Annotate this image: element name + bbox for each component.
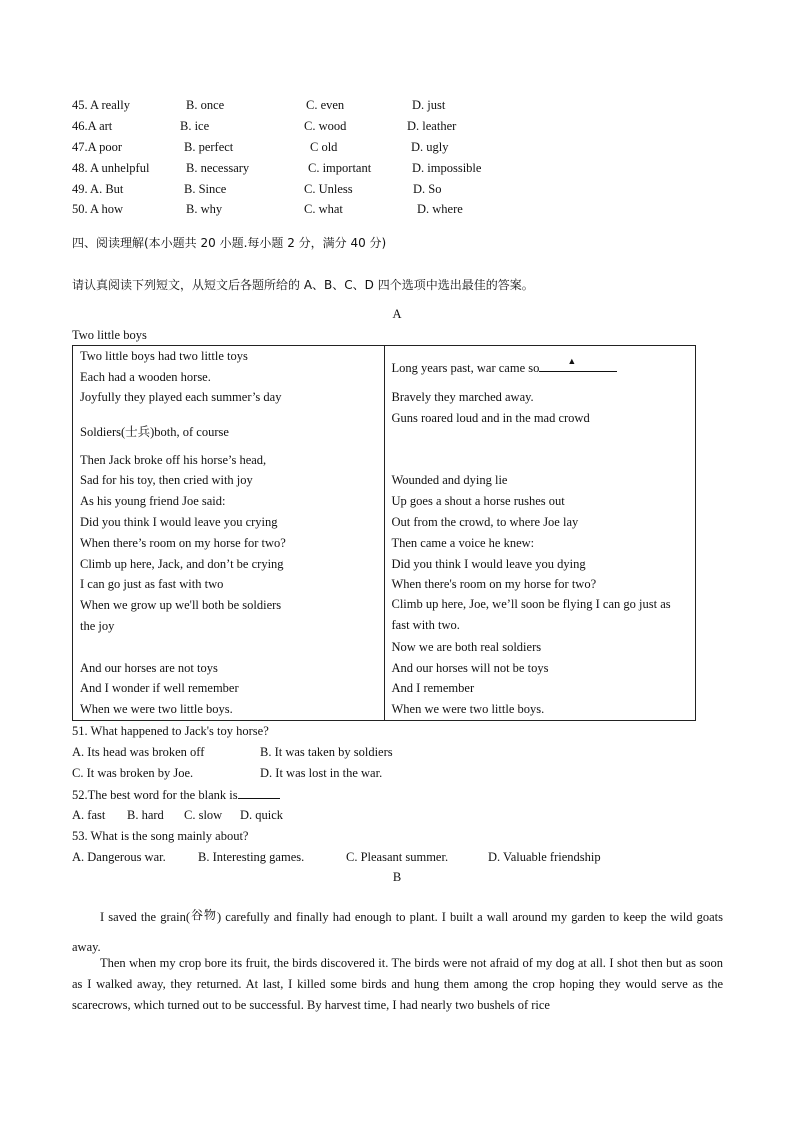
- poem-line: Joyfully they played each summer’s day: [80, 390, 282, 404]
- poem-line: Now we are both real soldiers: [391, 640, 542, 654]
- poem-line: Wounded and dying lie: [391, 473, 508, 487]
- question-option: D. Valuable friendship: [488, 850, 601, 864]
- option-b: B. necessary: [186, 161, 250, 175]
- poem-line: Bravely they marched away.: [391, 390, 534, 404]
- option-d: D. So: [413, 182, 442, 196]
- option-c: C. important: [308, 161, 372, 175]
- question-stem-with-blank: [72, 787, 280, 803]
- poem-line: Then Jack broke off his horse’s head,: [80, 453, 267, 467]
- poem-line: I can go just as fast with two: [80, 577, 224, 591]
- poem-line: Did you think I would leave you crying: [80, 515, 278, 529]
- poem-line: Sad for his toy, then cried with joy: [80, 473, 253, 487]
- option-a: 45. A really: [72, 98, 130, 112]
- question-option: A. Its head was broken off: [72, 745, 205, 759]
- poem-line: Did you think I would leave you dying: [391, 557, 586, 571]
- chinese-gloss: 谷物: [190, 908, 218, 922]
- option-c: C. what: [304, 202, 343, 216]
- poem-line: Guns roared loud and in the mad crowd: [391, 411, 590, 425]
- poem-line: Two little boys had two little toys: [80, 349, 248, 363]
- paragraph-text: I saved the grain(: [100, 910, 191, 924]
- poem-line: Then came a voice he knew:: [391, 536, 535, 550]
- question-option: C. Pleasant summer.: [346, 850, 449, 864]
- question-option: C. slow: [184, 808, 223, 822]
- poem-line: And our horses are not toys: [80, 661, 218, 675]
- poem-line: Soldiers(士兵)both, of course: [80, 425, 229, 439]
- question-option: C. It was broken by Joe.: [72, 766, 194, 780]
- option-b: B. why: [186, 202, 223, 216]
- paragraph-text: ) carefully and finally had enough to plant. I built a wall around my garden to keep the wild goats away.: [72, 910, 723, 954]
- poem-line: When we were two little boys.: [80, 702, 233, 716]
- poem-line: Long years past, war came so: [391, 361, 540, 375]
- poem-line: the joy: [80, 619, 115, 633]
- poem-line: As his young friend Joe said:: [80, 494, 226, 508]
- poem-line: When there's room on my horse for two?: [391, 577, 597, 591]
- option-d: D. leather: [407, 119, 457, 133]
- poem-line: When we were two little boys.: [391, 702, 545, 716]
- option-a: 48. A unhelpful: [72, 161, 150, 175]
- answer-blank: [238, 787, 280, 799]
- question-option: B. It was taken by soldiers: [260, 745, 393, 759]
- option-b: B. once: [186, 98, 225, 112]
- option-d: D. just: [412, 98, 446, 112]
- question-option: D. quick: [240, 808, 284, 822]
- poem-line-with-blank: [391, 356, 618, 376]
- question-option: D. It was lost in the war.: [260, 766, 383, 780]
- instructions: 请认真阅读下列短文，从短文后各题所给的 A、B、C、D 四个选项中选出最佳的答案。: [72, 278, 534, 292]
- passage-b-label: B: [392, 870, 402, 884]
- poem-line: And I remember: [391, 681, 475, 695]
- option-b: B. perfect: [184, 140, 234, 154]
- option-a: 50. A how: [72, 202, 124, 216]
- question-stem: 53. What is the song mainly about?: [72, 829, 249, 843]
- option-d: D. ugly: [411, 140, 449, 154]
- option-c: C. wood: [304, 119, 347, 133]
- poem-line: Each had a wooden horse.: [80, 370, 211, 384]
- poem-title: Two little boys: [72, 328, 147, 342]
- option-c: C. Unless: [304, 182, 353, 196]
- question-option: B. Interesting games.: [198, 850, 305, 864]
- option-b: B. Since: [184, 182, 227, 196]
- poem-line: Up goes a shout a horse rushes out: [391, 494, 565, 508]
- poem-line: Climb up here, Joe, we’ll soon be flying I can go just as fast with two.: [391, 597, 671, 632]
- poem-right-column: [384, 346, 696, 721]
- option-c: C. even: [306, 98, 345, 112]
- option-d: D. impossible: [412, 161, 482, 175]
- poem-line: Climb up here, Jack, and don’t be crying: [80, 557, 284, 571]
- option-a: 49. A. But: [72, 182, 124, 196]
- passage-a-label: A: [392, 307, 402, 321]
- poem-table: [72, 345, 696, 721]
- passage-b-paragraph-2: Then when my crop bore its fruit, the birds discovered it. The birds were not afraid of my dog at all. I shot then but as soon as I walked away, they returned. At last, I killed some birds and hung them among the crop hoping they would serve as the scarecrows, which turned out to be successful. By harvest time, I had nearly two bushels of rice: [72, 956, 723, 1012]
- poem-line: And our horses will not be toys: [391, 661, 549, 675]
- option-d: D. where: [417, 202, 463, 216]
- question-stem: 52.The best word for the blank is: [72, 788, 238, 802]
- question-stem: 51. What happened to Jack's toy horse?: [72, 724, 269, 738]
- poem-line: And I wonder if well remember: [80, 681, 239, 695]
- question-option: A. Dangerous war.: [72, 850, 166, 864]
- option-c: C old: [310, 140, 338, 154]
- question-option: B. hard: [127, 808, 164, 822]
- poem-line: When there’s room on my horse for two?: [80, 536, 286, 550]
- poem-left-column: [73, 346, 385, 721]
- section-title: 四、阅读理解(本小题共 20 小题.每小题 2 分，满分 40 分): [72, 236, 387, 250]
- option-a: 47.A poor: [72, 140, 122, 154]
- poem-line: Out from the crowd, to where Joe lay: [391, 515, 579, 529]
- option-b: B. ice: [180, 119, 210, 133]
- option-a: 46.A art: [72, 119, 113, 133]
- answer-blank: [539, 356, 617, 372]
- poem-line: When we grow up we'll both be soldiers: [80, 598, 282, 612]
- question-option: A. fast: [72, 808, 106, 822]
- triangle-marker-icon: ▲: [567, 356, 577, 366]
